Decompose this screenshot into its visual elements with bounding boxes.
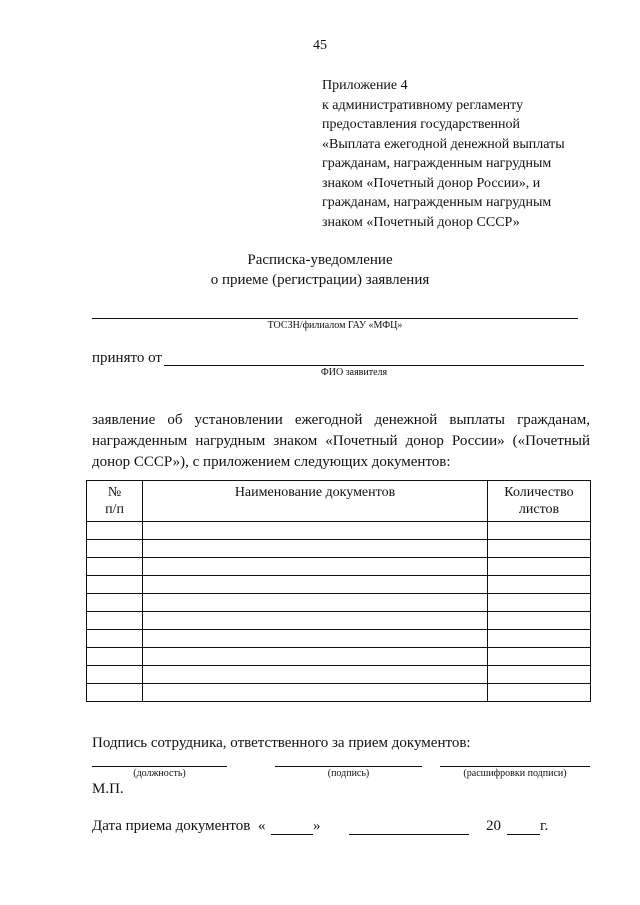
cell-sheet-count[interactable]	[488, 630, 591, 648]
header-sheet-count	[488, 481, 591, 522]
cell-number[interactable]	[87, 594, 143, 612]
title-line: о приеме (регистрации) заявления	[210, 272, 430, 288]
cell-document-name[interactable]	[143, 558, 488, 576]
cell-sheet-count[interactable]	[488, 666, 591, 684]
statement-line: донор СССР»), с приложением следующих документов:	[92, 454, 451, 470]
table-row	[87, 540, 591, 558]
statement-line: заявление об установлении ежегодной денежной выплаты гражданам,	[92, 412, 590, 428]
page-number: 45	[313, 38, 327, 53]
statement-text	[92, 410, 590, 473]
documents-table	[86, 480, 591, 702]
cell-document-name[interactable]	[143, 612, 488, 630]
position-fill-line[interactable]	[92, 766, 227, 767]
cell-sheet-count[interactable]	[488, 594, 591, 612]
appendix-line: предоставления государственной	[322, 117, 521, 132]
cell-number[interactable]	[87, 630, 143, 648]
cell-sheet-count[interactable]	[488, 540, 591, 558]
cell-number[interactable]	[87, 684, 143, 702]
cell-document-name[interactable]	[143, 594, 488, 612]
cell-number[interactable]	[87, 648, 143, 666]
appendix-line: знаком «Почетный донор России», и	[322, 175, 541, 191]
cell-document-name[interactable]	[143, 576, 488, 594]
table-row	[87, 630, 591, 648]
cell-sheet-count[interactable]	[488, 612, 591, 630]
header-number-line1: №	[107, 485, 122, 500]
applicant-fill-line[interactable]	[164, 365, 584, 366]
cell-document-name[interactable]	[143, 648, 488, 666]
table-body	[87, 522, 591, 702]
cell-number[interactable]	[87, 522, 143, 540]
date-year-fill-line[interactable]	[507, 834, 540, 835]
cell-sheet-count[interactable]	[488, 684, 591, 702]
table-row	[87, 576, 591, 594]
document-title	[0, 250, 640, 290]
appendix-line: знаком «Почетный донор СССР»	[322, 214, 520, 230]
table-header-row	[87, 481, 591, 522]
cell-number[interactable]	[87, 576, 143, 594]
accepted-from-label: принято от	[92, 350, 162, 366]
stamp-label: М.П.	[92, 781, 124, 797]
applicant-caption: ФИО заявителя	[320, 367, 388, 378]
cell-number[interactable]	[87, 612, 143, 630]
table-row	[87, 594, 591, 612]
signature-label: Подпись сотрудника, ответственного за прием документов:	[92, 735, 471, 751]
header-number	[87, 481, 143, 522]
date-open-quote: «	[258, 818, 266, 834]
cell-document-name[interactable]	[143, 522, 488, 540]
date-year-suffix: г.	[540, 818, 549, 834]
appendix-header	[322, 76, 622, 232]
header-qty-line2: листов	[518, 502, 560, 517]
statement-line: награжденным нагрудным знаком «Почетный донор России» («Почетный	[92, 433, 590, 449]
signature-caption: (подпись)	[327, 768, 370, 779]
org-fill-line	[92, 318, 578, 319]
cell-document-name[interactable]	[143, 684, 488, 702]
cell-sheet-count[interactable]	[488, 648, 591, 666]
date-year-prefix: 20	[486, 818, 501, 834]
cell-sheet-count[interactable]	[488, 576, 591, 594]
date-close-quote: »	[313, 818, 321, 834]
header-name-text: Наименование документов	[234, 485, 396, 500]
appendix-line: гражданам, награжденным нагрудным	[322, 156, 552, 171]
org-caption: ТОСЗН/филиалом ГАУ «МФЦ»	[267, 320, 403, 331]
date-month-fill-line[interactable]	[349, 834, 469, 835]
header-number-line2: п/п	[105, 502, 124, 517]
cell-document-name[interactable]	[143, 540, 488, 558]
header-qty-line1: Количество	[504, 485, 574, 500]
header-document-name	[143, 481, 488, 522]
date-label: Дата приема документов	[92, 818, 251, 834]
table-row	[87, 522, 591, 540]
appendix-line: «Выплата ежегодной денежной выплаты	[322, 136, 565, 152]
table-row	[87, 612, 591, 630]
cell-document-name[interactable]	[143, 630, 488, 648]
signature-fill-line[interactable]	[275, 766, 422, 767]
appendix-line: Приложение 4	[322, 78, 408, 93]
table-row	[87, 558, 591, 576]
decoding-fill-line[interactable]	[440, 766, 590, 767]
table-row	[87, 648, 591, 666]
appendix-line: гражданам, награжденным нагрудным	[322, 195, 552, 210]
appendix-line: к административному регламенту	[322, 97, 524, 113]
table-row	[87, 666, 591, 684]
cell-number[interactable]	[87, 540, 143, 558]
title-line: Расписка-уведомление	[247, 252, 393, 268]
cell-number[interactable]	[87, 666, 143, 684]
cell-document-name[interactable]	[143, 666, 488, 684]
cell-number[interactable]	[87, 558, 143, 576]
date-day-fill-line[interactable]	[271, 834, 313, 835]
decoding-caption: (расшифровки подписи)	[463, 768, 567, 779]
cell-sheet-count[interactable]	[488, 558, 591, 576]
table-row	[87, 684, 591, 702]
position-caption: (должность)	[133, 768, 186, 779]
cell-sheet-count[interactable]	[488, 522, 591, 540]
